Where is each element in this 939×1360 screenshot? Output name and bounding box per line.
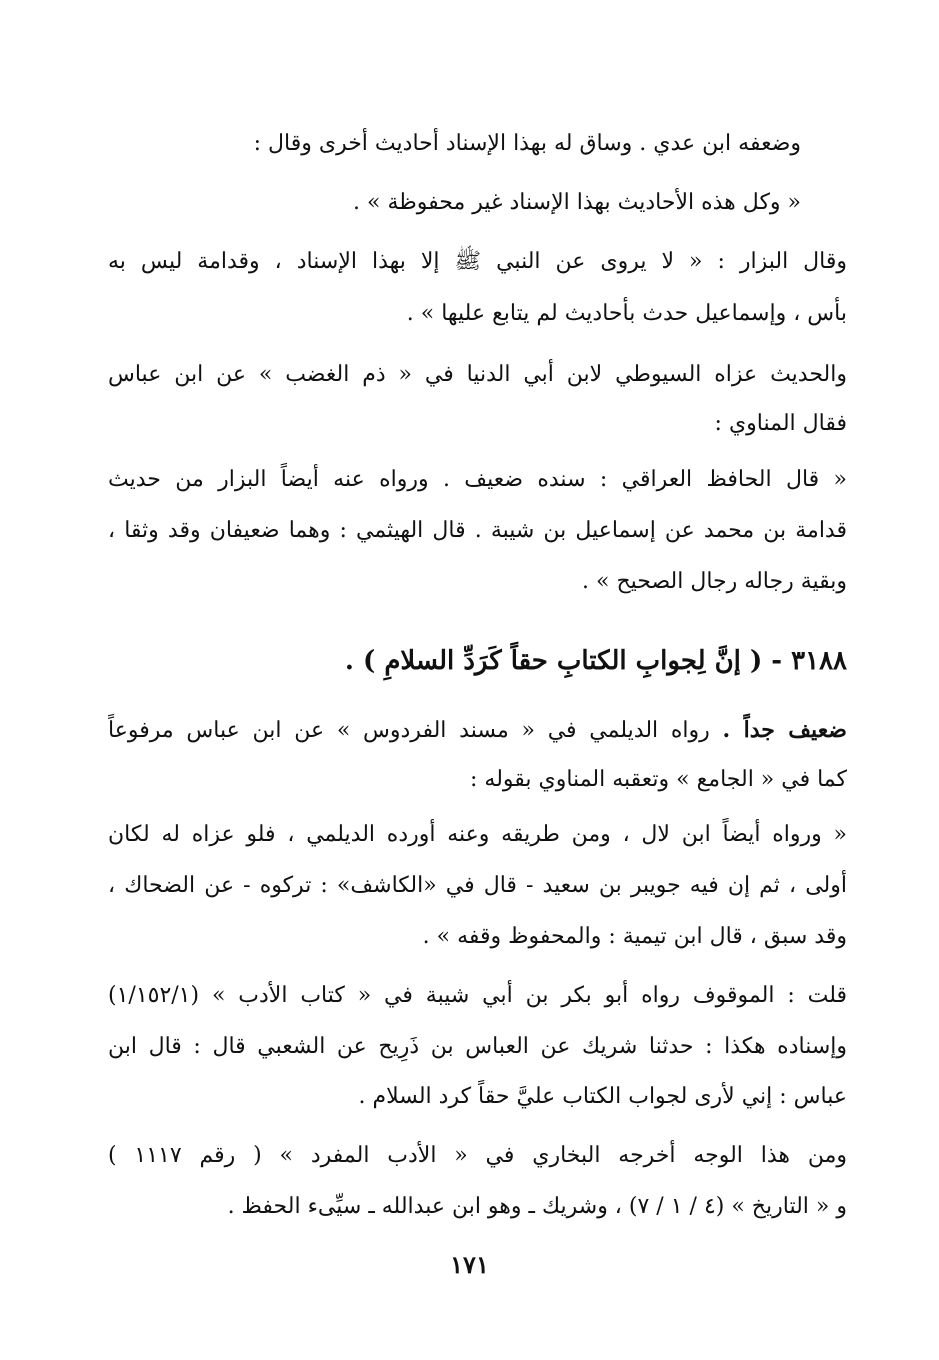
text-line: عباس : إني لأرى لجواب الكتاب عليَّ حقاً كرد السلام . [358,1084,847,1109]
text-line: كما في « الجامع » وتعقبه المناوي بقوله : [470,767,847,792]
text-line: « ورواه أيضاً ابن لال ، ومن طريقه وعنه أورده الديلمي ، فلو عزاه له لكان [108,822,847,847]
text-line: والحديث عزاه السيوطي لابن أبي الدنيا في « ذم الغضب » عن ابن عباس [108,362,847,387]
text-line: و « التاريخ » (٤ / ١ / ٧) ، وشريك ـ وهو ابن عبدالله ـ سيِّىء الحفظ . [227,1194,847,1219]
page-number: ١٧١ [450,1250,489,1279]
text-line: وقد سبق ، قال ابن تيمية : والمحفوظ وقفه » . [422,924,847,949]
text-line: « وكل هذه الأحاديث بهذا الإسناد غير محفوظة » . [353,190,801,215]
text-line: فقال المناوي : [714,411,847,436]
text-line: بأس ، وإسماعيل حدث بأحاديث لم يتابع عليها » . [406,301,847,326]
text-line [108,710,847,751]
text-span: رواه الديلمي في « مسند الفردوس » عن ابن عباس مرفوعاً [108,718,723,743]
hadith-heading: ٣١٨٨ - ( إنَّ لِجوابِ الكتابِ حقاً كَرَدِّ السلامِ ) . [344,646,847,676]
text-line: « قال الحافظ العراقي : سنده ضعيف . ورواه عنه أيضاً البزار من حديث [108,467,847,492]
text-line: وبقية رجاله رجال الصحيح » . [582,569,847,594]
text-line: أولى ، ثم إن فيه جويبر بن سعيد - قال في «الكاشف» : تركوه - عن الضحاك ، [108,873,847,898]
text-line: ومن هذا الوجه أخرجه البخاري في « الأدب المفرد » ( رقم ١١١٧ ) [108,1143,847,1168]
text-line: وقال البزار : « لا يروى عن النبي ﷺ إلا بهذا الإسناد ، وقدامة ليس به [108,249,847,274]
text-line: قدامة بن محمد عن إسماعيل بن شيبة . قال الهيثمي : وهما ضعيفان وقد وثقا ، [108,518,847,543]
text-line: وضعفه ابن عدي . وساق له بهذا الإسناد أحاديث أخرى وقال : [253,131,801,156]
grading-label: ضعيف جداً . [722,717,847,743]
text-line: قلت : الموقوف رواه أبو بكر بن أبي شيبة في « كتاب الأدب » (١/١٥٢/١) [108,983,847,1008]
text-line: وإسناده هكذا : حدثنا شريك عن العباس بن ذَرِيح عن الشعبي قال : قال ابن [108,1034,847,1059]
